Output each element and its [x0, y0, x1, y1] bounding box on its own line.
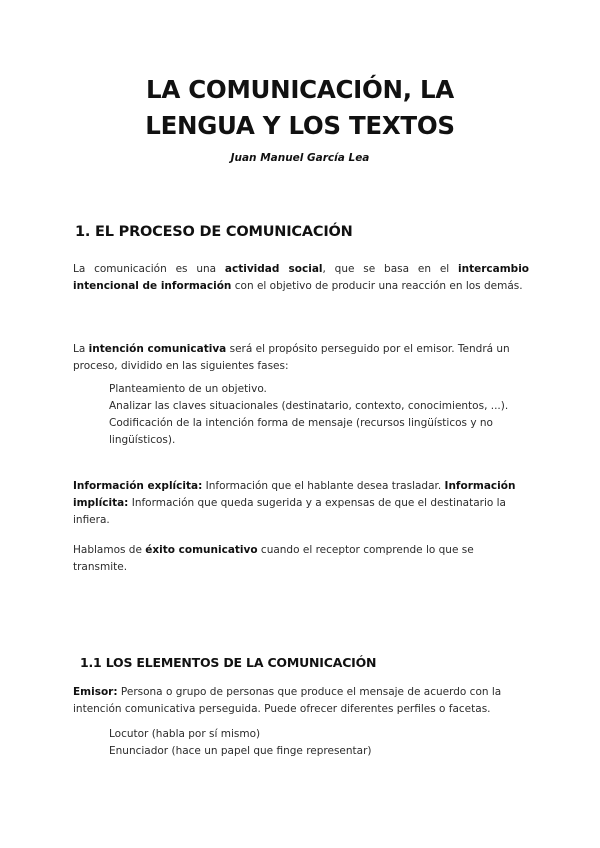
bold-term: Emisor: — [73, 686, 118, 698]
author-name: Juan Manuel García Lea — [230, 152, 370, 164]
emisor-types-list — [109, 726, 529, 760]
paragraph-definicion — [73, 261, 529, 295]
phases-list — [109, 381, 529, 449]
bold-term: intercambio intencional de información — [73, 263, 530, 292]
paragraph-exito — [73, 542, 529, 576]
section-heading-elementos: 1.1 LOS ELEMENTOS DE LA COMUNICACIÓN — [80, 655, 377, 670]
document-title — [0, 72, 600, 144]
text-run: Persona o grupo de personas que produce el mensaje de acuerdo con la intención comunicativa perseguida. Puede ofrecer diferentes perfiles o facetas. — [73, 686, 502, 715]
text-run: Hablamos de — [73, 544, 146, 556]
section-heading-proceso: 1. EL PROCESO DE COMUNICACIÓN — [75, 224, 353, 240]
text-run: será el propósito perseguido por el emisor. Tendrá un proceso, dividido en las siguientes fases: — [73, 343, 510, 372]
phase-item: Analizar las claves situacionales (destinatario, contexto, conocimientos, ...). — [109, 400, 509, 412]
phase-item: Planteamiento de un objetivo. — [109, 383, 267, 395]
emisor-type-item: Locutor (habla por sí mismo) — [109, 728, 261, 740]
bold-term: actividad social — [224, 263, 323, 275]
paragraph-intencion — [73, 341, 529, 375]
bold-term: Información implícita: — [73, 480, 516, 509]
text-run: con el objetivo de producir una reacción en los demás. — [231, 280, 523, 292]
text-run: Información que el hablante desea trasladar. — [202, 480, 445, 492]
paragraph-informacion — [73, 478, 529, 529]
text-run: , que se basa en el — [322, 263, 459, 275]
phase-item: Codificación de la intención forma de mensaje (recursos lingüísticos y no lingüísticos). — [109, 417, 493, 446]
text-run: Información que queda sugerida y a expensas de que el destinatario la infiera. — [73, 497, 506, 526]
title-line-1: LA COMUNICACIÓN, LA — [146, 75, 454, 104]
text-run: cuando el receptor comprende lo que se transmite. — [73, 544, 474, 573]
text-run: La — [73, 343, 89, 355]
title-line-2: LENGUA Y LOS TEXTOS — [145, 111, 455, 140]
emisor-type-item: Enunciador (hace un papel que finge representar) — [109, 745, 372, 757]
bold-term: éxito comunicativo — [145, 544, 258, 556]
text-run: La comunicación es una — [73, 263, 225, 275]
bold-term: intención comunicativa — [88, 343, 227, 355]
paragraph-emisor — [73, 684, 529, 718]
bold-term: Información explícita: — [73, 480, 203, 492]
